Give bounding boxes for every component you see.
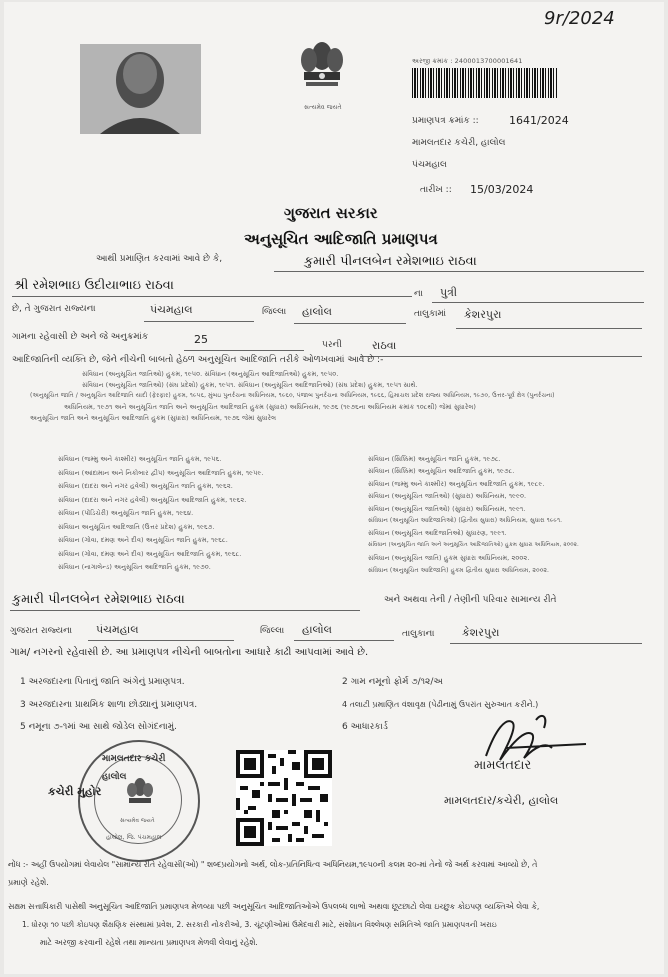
act-line: સંવિધાન (દાદરા અને નગર હવેલી) અનુસૂચિત આદિજાતિ હુકમ, ૧૯૬૨.: [58, 495, 247, 504]
family-suffix: અને અથવા તેની / તેણીની પરિવાર સામાન્ય રીતે: [384, 595, 557, 605]
act-line: સંવિધાન (અનુસૂચિત જાતિઓ) (સુધારા) અધિનિયમ, ૧૯૯૧.: [368, 504, 526, 513]
family-name: કુમારી પીનલબેન રમેશભાઇ રાઠવા: [12, 592, 185, 607]
act-line: સંવિધાન (પોંડિચેરી) અનુસૂચિત જાતિ હુકમ, ૧૯૬૪.: [58, 509, 194, 517]
footer-note: નોંધ :- અહીં ઉપયોગમાં લેવાયેલ "સામાન્ય રીતે રહેવાસી(ઓ) " શબ્દપ્રયોગનો અર્થ, લોક-પ્રતિનિધિત્વ અધિનિયમ,૧૯૫૦ની કલમ ૨૦-માં તેનો જે અર્થ કરવામાં આવ્યો છે, તે: [8, 860, 538, 869]
act-line: સંવિધાન (અનુસૂચિત આદિજાતિઓ) સુધારણ, ૧૯૯૧.: [368, 529, 507, 538]
document-item: 4 તલાટી પ્રમાણિત વંશાવૃક્ષ (પેઢીનામું ઉપરાંત સુરુઆત કરીને.): [342, 700, 539, 709]
taluka-word: તાલુકામાં: [414, 309, 447, 319]
act-line: સંવિધાન (અનુસૂચિત જાતિઓ) હુકમ, ૧૯૫૦. સંવિધાન (અનુસૂચિત આદિજાતિઓ) હુકમ, ૧૯૫૦.: [82, 370, 339, 378]
certificate-no: 1641/2024: [509, 114, 569, 127]
district-word: જિલ્લા: [262, 307, 287, 317]
national-emblem: [296, 38, 348, 114]
seal-ring-text: હાલોલ, જિ. પંચમહાલ: [106, 834, 162, 841]
act-line: સંવિધાન (દાદરા અને નગર હવેલી) અનુસૂચિત જાતિ હુકમ, ૧૯૬૨.: [58, 482, 233, 490]
footer-paragraph: સક્ષમ સત્તાધિકારી પાસેથી અનુસૂચિત આદિજાતિ પ્રમાણપત્ર મેળવ્યા પછી અનુસૂચિત આદિજાતિઓએ ઉપલબ્ધ લાભો અથવા છૂટછાટો લેવા ઇચ્છુક કોઇપણ વ્યક્તિએ લેવા કે,: [8, 902, 540, 911]
barcode: [412, 68, 558, 98]
date-label: તારીખ ::: [420, 185, 452, 195]
family-district-word: જિલ્લા: [260, 626, 285, 636]
handwritten-reference: 9r/2024: [544, 8, 615, 29]
issue-date: 15/03/2024: [470, 183, 534, 196]
act-line: સંવિધાન (જમ્મુ અને કાશ્મીર) અનુસૂચિત આદિજાતિ હુકમ, ૧૯૮૯.: [368, 479, 545, 488]
acts-left-list: [58, 455, 348, 577]
signatory-title: મામલતદાર: [474, 758, 532, 773]
act-line: (અનુસૂચિત જાતિ / અનુસૂચિત આદિજાતિ યાદી (ફેરફાર) હુકમ, ૧૯૫૬, મુંબઇ પુનર્રચના અધિનિયમ, ૧૯૬૦, પંજાબ પુનર્રચના અધિનિયમ, ૧૯૬૬, હિમાચલ પ્રદેશ રાજ્ય અધિનિયમ, ૧૯૭૦, ઉત્તર-પૂર્વ ક્ષેત્ર (પુનર્રચના): [30, 392, 555, 399]
certificate-page: [4, 2, 664, 974]
family-village-value: કેશરપુરા: [462, 626, 500, 639]
seal-text-top: મામલતદાર કચેરી: [102, 754, 166, 764]
acts-top-list: [30, 370, 650, 425]
village-value: કેશરપુરા: [464, 308, 502, 321]
act-line: સંવિધાન (અનુસૂચિત જાતિ) હુકમ સુધારા અધિનિયમ, ૨૦૦૨.: [368, 554, 530, 563]
district-value: પંચમહાલ: [150, 303, 193, 316]
taluka-value: હાલોલ: [302, 305, 332, 318]
recognition-text: આદિજાતિની વ્યક્તિ છે, જેને નીચેની બાબતો હેઠળ અનુસૂચિત આદિજાતિ તરીકે ઓળખવામાં આવે છે :-: [12, 355, 384, 365]
qr-code: [236, 750, 332, 846]
act-line: સંવિધાન અનુસૂચિત આદિજાતિ (ઉત્તર પ્રદેશ) હુકમ, ૧૯૬૭.: [58, 522, 215, 531]
family-taluka-word: તાલુકાના: [402, 629, 435, 639]
issuing-office: મામલતદાર કચેરી, હાલોલ: [412, 138, 506, 148]
parent-name: શ્રી રમેશભાઇ ઉદીયાભાઇ રાઠવા: [14, 278, 174, 293]
document-item: 2 ગામ નમૂનો ફોર્મ ૭/૧૨/અ: [342, 677, 443, 687]
tribe-name: રાઠવા: [372, 339, 397, 352]
act-line: અધિનિયમ, ૧૯૭૧ અને અનુસૂચિત જાતિ અને અનુસૂચિત આદિજાતિ હુકમ (સુધારા) અધિનિયમ, ૧૯૭૬ (૧૯૭૬ના અધિનિયમ ક્રમાંક ૧૦૮થી) જેમાં સુધારેલ): [64, 403, 476, 411]
applicant-photo: [80, 44, 201, 134]
family-state-prefix: ગુજરાત રાજ્યના: [10, 626, 73, 636]
act-line: સંવિધાન (ગોવા, દમણ અને દીવ) અનુસૂચિત આદિજાતિ હુકમ, ૧૯૬૮.: [58, 549, 242, 558]
application-number: અરજી ક્રમાંક : 2400013700001641: [412, 57, 523, 65]
act-line: સંવિધાન (અનુસૂચિત આદિજાતિઓ) (દ્વિતીય સુધારા) અધિનિયમ, સુધારા ૧૯૯૧.: [368, 516, 563, 524]
relation: પુત્રી: [440, 286, 458, 299]
act-line: સંવિધાન (આંદામાન અને નિકોબાર દ્વીપ) અનુસૂચિત આદિજાતિ હુકમ, ૧૯૫૯.: [58, 468, 264, 477]
signatory-office: મામલતદાર/કચેરી, હાલોલ: [444, 794, 559, 807]
family-district-value: પંચમહાલ: [96, 623, 139, 636]
issuing-district: પંચમહાલ: [412, 160, 447, 170]
act-line: સંવિધાન (જમ્મુ અને કાશ્મીર) અનુસૂચિત જાતિ હુકમ, ૧૯૫૬.: [58, 455, 222, 463]
office-seal: [78, 740, 200, 862]
seal-emblem: [126, 776, 154, 816]
act-line: સંવિધાન (ગોવા, દમણ અને દીવ) અનુસૂચિત જાતિ હુકમ, ૧૯૬૮.: [58, 536, 228, 544]
document-item: 3 અરજદારના પ્રાથમિક શાળા છોડ્યાનું પ્રમાણપત્ર.: [20, 700, 198, 710]
state-prefix: છે, તે ગુજરાત રાજ્યના: [12, 304, 96, 314]
basis-text: ગામ/ નગરનો રહેવાસી છે. આ પ્રમાણપત્ર નીચેની બાબતોના આધારે કાઢી આપવામાં આવે છે.: [10, 647, 369, 658]
act-line: સંવિધાન (સિક્કિમ) અનુસૂચિત જાતિ હુકમ, ૧૯૭૮.: [368, 455, 501, 463]
acts-right-list: [368, 455, 658, 579]
government-title: ગુજરાત સરકાર: [284, 204, 378, 222]
footer-note-cont: પ્રમાણે રહેશે.: [8, 878, 49, 887]
serial-number: 25: [194, 333, 208, 346]
certificate-no-label: પ્રમાણપત્ર ક્રમાંક ::: [412, 116, 479, 126]
footer-item: 1. ધોરણ ૧૦ પછી કોઇપણ શૈક્ષણિક સંસ્થામાં પ્રવેશ, 2. સરકારી નોકરીઓ, 3. ચૂંટણીઓમાં ઉમેદવારી માટે, સંશોધન વિશ્લેષણ સમિતિએ જાતિ પ્રમાણપત્રની ખરાઇ: [22, 920, 497, 929]
act-line: સંવિધાન (સિક્કિમ) અનુસૂચિત આદિજાતિ હુકમ, ૧૯૭૮.: [368, 467, 515, 476]
document-title: અનુસૂચિત આદિજાતિ પ્રમાણપત્ર: [244, 230, 438, 248]
act-line: સંવિધાન (અનુસૂચિત જાતિઓ) (સંઘ પ્રદેશો) હુકમ, ૧૯૫૧. સંવિધાન (અનુસૂચિત આદિજાતિઓ) (સંઘ પ્રદેશ) હુકમ, ૧૯૫૧ સાથે.: [82, 381, 418, 389]
emblem-caption: સત્યમેવ જયતે: [304, 104, 342, 111]
act-line: સંવિધાન (અનુસૂચિત જાતિ અને અનુસૂચિત આદિજાતિઓ) હુકમ સુધારા અધિનિયમ, ૨૦૦૨.: [368, 541, 579, 548]
act-line: સંવિધાન (અનુસૂચિત આદિજાતિ) હુકમ દ્વિતીય સુધારા અધિનિયમ, ૨૦૦૨.: [368, 566, 550, 574]
act-line: સંવિધાન (નાગાલેન્ડ) અનુસૂચિત આદિજાતિ હુકમ, ૧૯૭૦.: [58, 563, 211, 571]
document-item: 6 આધારકાર્ડ: [342, 722, 388, 732]
footer-item-cont: માટે અરજી કરવાની રહેશે તથા માન્યતા પ્રમાણપત્ર મેળવી લેવાનું રહેશે.: [40, 938, 258, 947]
certify-text: આથી પ્રમાણિત કરવામાં આવે છે કે,: [96, 254, 223, 264]
na-text: ના: [414, 289, 423, 299]
family-taluka-value: હાલોલ: [302, 623, 332, 636]
act-line: અનુસૂચિત જાતિ અને અનુસૂચિત આદિજાતિ હુકમ (સુધારા) અધિનિયમ, ૧૯૭૬ જેમાં સુધારેલ: [30, 414, 277, 422]
seal-caption: સત્યમેવ જયતે: [120, 818, 155, 824]
seal-text-mid: હાલોલ: [102, 772, 127, 782]
serial-suffix: પરની: [322, 340, 342, 350]
seal-text-bottom: કચેરી મુહોર: [48, 785, 102, 798]
holder-name: કુમારી પીનલબેન રમેશભાઇ રાઠવા: [304, 254, 477, 269]
resident-text: ગામના રહેવાસી છે અને જે અનુક્રમાંક: [12, 332, 149, 342]
document-item: 5 નમૂના ૭-૧માં આ સાથે જોડેલ સોગંદનામું.: [20, 722, 177, 732]
document-item: 1 અરજદારના પિતાનું જાતિ અંગેનું પ્રમાણપત્ર.: [20, 677, 185, 687]
act-line: સંવિધાન (અનુસૂચિત જાતિઓ) (સુધારા) અધિનિયમ, ૧૯૯૦.: [368, 492, 527, 501]
